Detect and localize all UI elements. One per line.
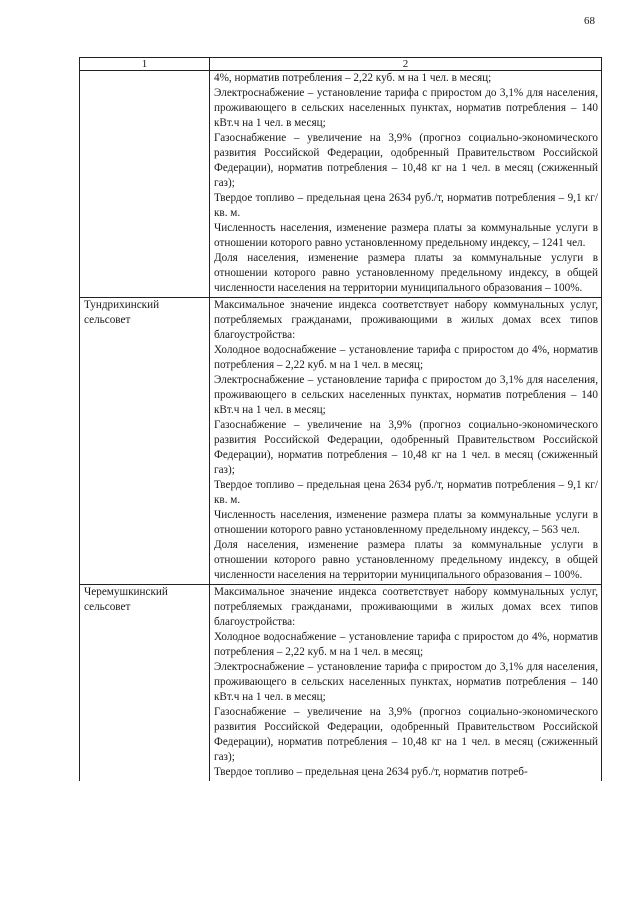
- description-paragraph: Твердое топливо – предельная цена 2634 руб./т, норматив потребления – 9,1 кг/кв. м.: [214, 192, 598, 219]
- municipality-name: Черемушкинский сельсовет: [80, 585, 210, 782]
- indicator-description: [210, 71, 602, 298]
- municipality-name: [80, 71, 210, 298]
- description-paragraph: Максимальное значение индекса соответствует набору коммунальных услуг, потребляемых гражданами, проживающими в жилых домах всех типов благоустройства:: [214, 299, 598, 341]
- description-paragraph: Холодное водоснабжение – установление тарифа с приростом до 4%, норматив потребления – 2,22 куб. м на 1 чел. в месяц;: [214, 631, 598, 658]
- municipality-name: Тундрихинский сельсовет: [80, 298, 210, 585]
- table-row: [80, 71, 602, 298]
- header-col-1: 1: [80, 58, 210, 71]
- description-paragraph: Газоснабжение – увеличение на 3,9% (прогноз социально-экономического развития Российской Федерации, одобренный Правительством Российской Федерации), норматив потребления – 10,48 кг на 1 чел. в месяц (сжиженный газ);: [214, 132, 598, 189]
- description-paragraph: Электроснабжение – установление тарифа с приростом до 3,1% для населения, проживающего в сельских населенных пунктах, норматив потребления – 140 кВт.ч на 1 чел. в месяц;: [214, 87, 598, 129]
- description-paragraph: Твердое топливо – предельная цена 2634 руб./т, норматив потреб-: [214, 766, 528, 778]
- description-paragraph: Численность населения, изменение размера платы за коммунальные услуги в отношении которого равно установленному предельному индексу, – 1241 чел.: [214, 222, 598, 249]
- header-col-2: 2: [210, 58, 602, 71]
- tariff-table: [79, 57, 602, 781]
- description-paragraph: Газоснабжение – увеличение на 3,9% (прогноз социально-экономического развития Российской Федерации, одобренный Правительством Российской Федерации), норматив потребления – 10,48 кг на 1 чел. в месяц (сжиженный газ);: [214, 706, 598, 763]
- page-number: 68: [584, 15, 595, 27]
- description-paragraph: Доля населения, изменение размера платы за коммунальные услуги в отношении которого равно установленному предельному индексу, в общей численности населения на территории муниципального образования – 100%.: [214, 252, 598, 294]
- description-paragraph: Твердое топливо – предельная цена 2634 руб./т, норматив потребления – 9,1 кг/кв. м.: [214, 479, 598, 506]
- table-header-row: [80, 58, 602, 71]
- description-paragraph: Доля населения, изменение размера платы за коммунальные услуги в отношении которого равно установленному предельному индексу, в общей численности населения на территории муниципального образования – 100%.: [214, 539, 598, 581]
- description-paragraph: Электроснабжение – установление тарифа с приростом до 3,1% для населения, проживающего в сельских населенных пунктах, норматив потребления – 140 кВт.ч на 1 чел. в месяц;: [214, 661, 598, 703]
- table-row: [80, 585, 602, 782]
- description-paragraph: Максимальное значение индекса соответствует набору коммунальных услуг, потребляемых гражданами, проживающими в жилых домах всех типов благоустройства:: [214, 586, 598, 628]
- description-paragraph: Газоснабжение – увеличение на 3,9% (прогноз социально-экономического развития Российской Федерации, одобренный Правительством Российской Федерации), норматив потребления – 10,48 кг на 1 чел. в месяц (сжиженный газ);: [214, 419, 598, 476]
- table-row: [80, 298, 602, 585]
- description-paragraph: Численность населения, изменение размера платы за коммунальные услуги в отношении которого равно установленному предельному индексу, – 563 чел.: [214, 509, 598, 536]
- indicator-description: [210, 585, 602, 782]
- indicator-description: [210, 298, 602, 585]
- description-paragraph: Электроснабжение – установление тарифа с приростом до 3,1% для населения, проживающего в сельских населенных пунктах, норматив потребления – 140 кВт.ч на 1 чел. в месяц;: [214, 374, 598, 416]
- description-paragraph: 4%, норматив потребления – 2,22 куб. м на 1 чел. в месяц;: [214, 72, 492, 84]
- description-paragraph: Холодное водоснабжение – установление тарифа с приростом до 4%, норматив потребления – 2,22 куб. м на 1 чел. в месяц;: [214, 344, 598, 371]
